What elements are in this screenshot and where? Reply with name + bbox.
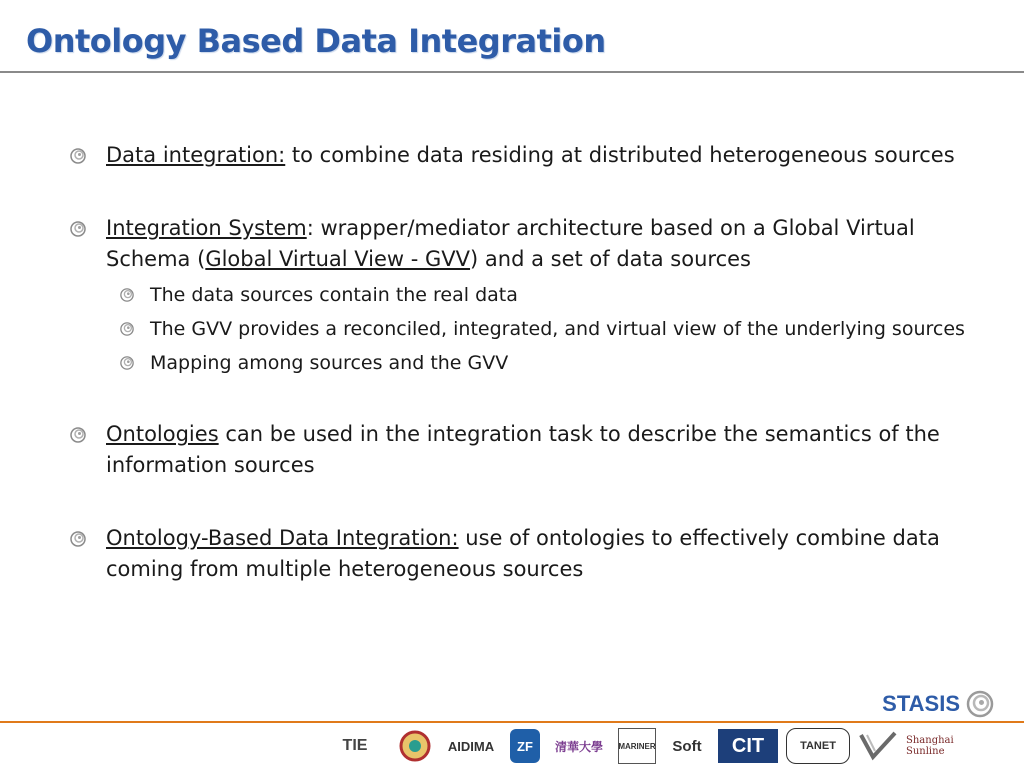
swirl-bullet-icon [70, 148, 86, 164]
bullet-item [70, 419, 970, 481]
partner-logos [320, 726, 1020, 766]
swirl-bullet-icon [120, 356, 134, 370]
sub-bullet-list [70, 281, 970, 377]
bullet-text: to combine data residing at distributed heterogeneous sources [285, 143, 955, 167]
bullet-list [70, 140, 970, 627]
sub-bullet-text: Mapping among sources and the GVV [150, 352, 509, 374]
logo-zf: ZF [510, 729, 540, 763]
term-integration-system: Integration System [106, 216, 307, 240]
sub-bullet-item [70, 315, 970, 343]
bullet-text: ) and a set of data sources [470, 247, 751, 271]
slide-title: Ontology Based Data Integration [26, 22, 606, 60]
logo-shanghai-sunline: Shanghai Sunline [906, 735, 954, 757]
term-obdi: Ontology-Based Data Integration: [106, 526, 459, 550]
stasis-swirl-icon [966, 690, 994, 718]
logo-tsinghua: 清華大學 [554, 739, 603, 754]
term-data-integration: Data integration: [106, 143, 286, 167]
stasis-brand [882, 690, 994, 718]
logo-tie: TIE [342, 737, 368, 754]
logo-university-crest [398, 729, 432, 763]
swirl-bullet-icon [70, 221, 86, 237]
sub-bullet-text: The data sources contain the real data [150, 284, 518, 306]
sub-bullet-item [70, 281, 970, 309]
stasis-label: STASIS [882, 691, 960, 716]
logo-aidima: AIDIMA [447, 738, 495, 754]
footer-divider [0, 721, 1024, 723]
bullet-item [70, 523, 970, 585]
logo-tanet: TANET [786, 728, 850, 764]
bullet-text: can be used in the integration task to describe the semantics of the information sources [106, 422, 940, 477]
bullet-item [70, 140, 970, 171]
swirl-bullet-icon [70, 531, 86, 547]
term-ontologies: Ontologies [106, 422, 219, 446]
logo-mariner: MARINER [618, 728, 656, 764]
sub-bullet-item [70, 349, 970, 377]
bullet-item [70, 213, 970, 275]
sub-bullet-text: The GVV provides a reconciled, integrated, and virtual view of the underlying sources [150, 318, 965, 340]
swirl-bullet-icon [120, 288, 134, 302]
swirl-bullet-icon [70, 427, 86, 443]
bullet-text: : wrapper/mediator architecture based on a Global Virtual Schema ( [106, 216, 915, 271]
term-global-virtual-view: Global Virtual View - GVV [205, 247, 471, 271]
logo-cit: CIT [718, 729, 778, 763]
logo-checkmark-emblem [858, 729, 898, 763]
title-divider [0, 71, 1024, 73]
swirl-bullet-icon [120, 322, 134, 336]
logo-soft: Soft [672, 737, 702, 755]
bullet-text: use of ontologies to effectively combine data coming from multiple heterogeneous sources [106, 526, 940, 581]
